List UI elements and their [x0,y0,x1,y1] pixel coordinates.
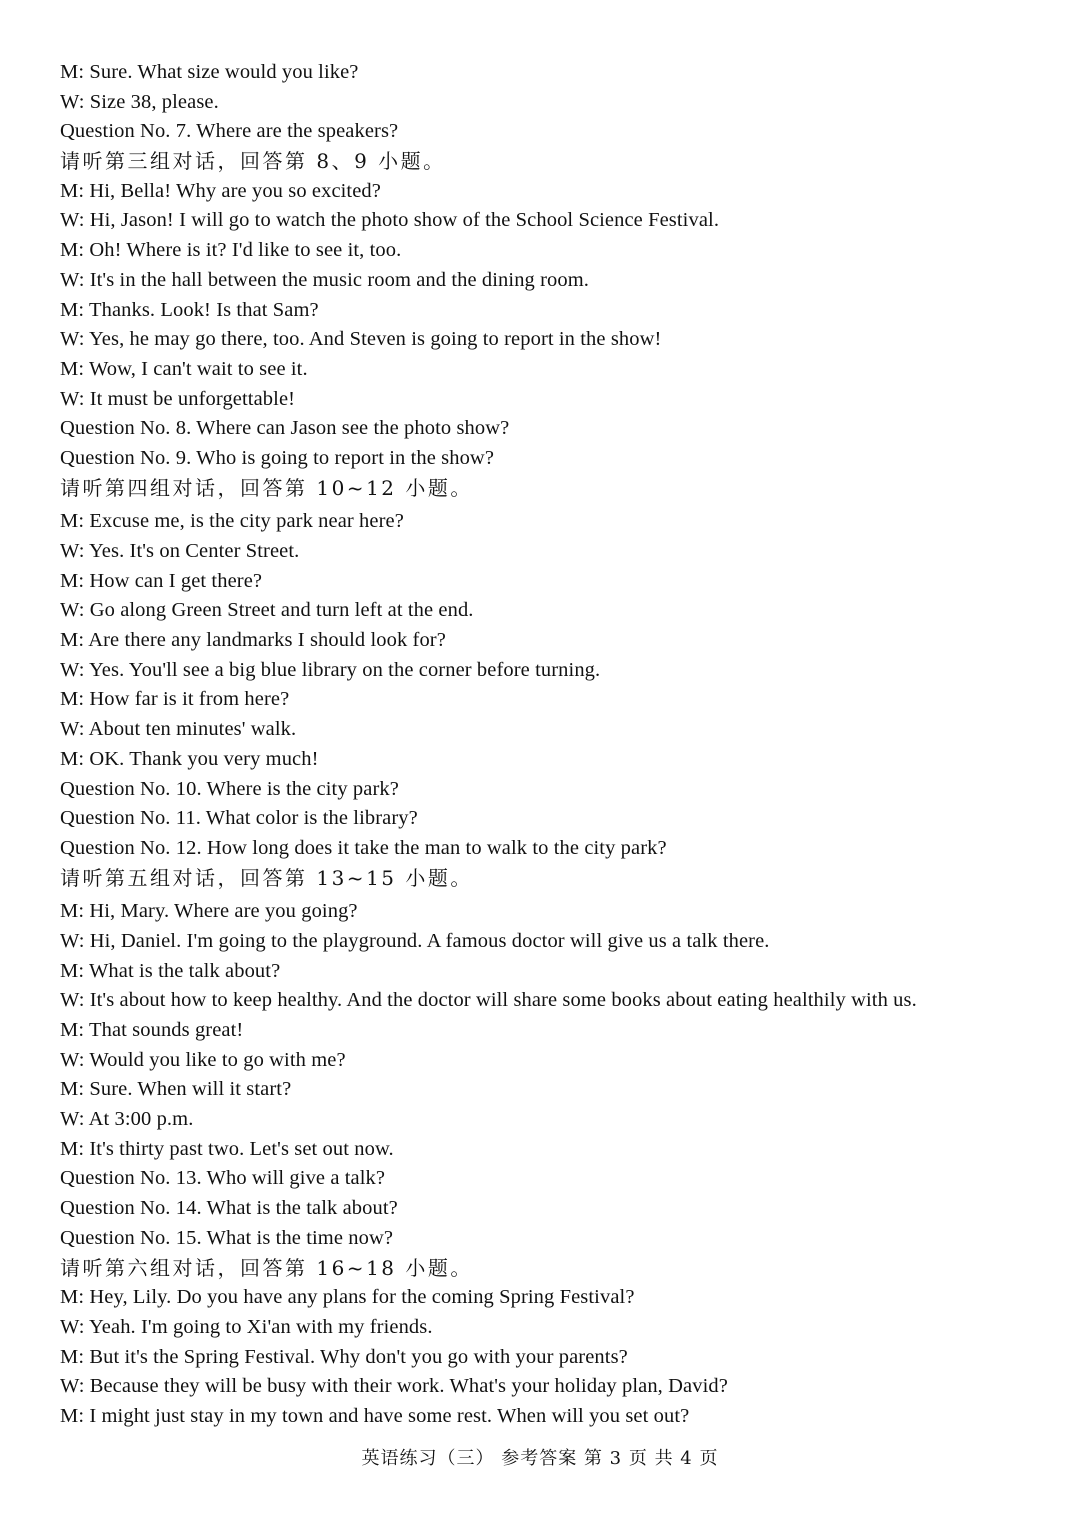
question-line: Question No. 15. What is the time now? [60,1226,394,1249]
dialogue-line: W: Size 38, please. [60,90,219,113]
dialogue-line: M: Sure. When will it start? [60,1078,292,1101]
question-line: Question No. 10. Where is the city park? [60,777,399,800]
dialogue-line: W: Yes, he may go there, too. And Steven is going to report in the show! [60,328,662,351]
dialogue-line: W: Yes. You'll see a big blue library on the corner before turning. [60,658,601,681]
dialogue-line: W: About ten minutes' walk. [60,718,297,741]
dialogue-line: M: How can I get there? [60,569,263,592]
question-line: Question No. 8. Where can Jason see the photo show? [60,417,510,440]
question-line: Question No. 13. Who will give a talk? [60,1167,386,1190]
dialogue-line: W: Yeah. I'm going to Xi'an with my friends. [60,1315,433,1338]
dialogue-line: M: That sounds great! [60,1019,244,1041]
dialogue-line: M: Hey, Lily. Do you have any plans for the coming Spring Festival? [60,1286,635,1309]
dialogue-line: M: Are there any landmarks I should look for? [60,629,446,652]
dialogue-line: W: At 3:00 p.m. [60,1108,194,1131]
dialogue-line: M: Wow, I can't wait to see it. [60,357,308,380]
dialogue-line: W: It's about how to keep healthy. And the doctor will share some books about eating healthily with us. [60,989,917,1012]
dialogue-line: M: Sure. What size would you like? [60,61,359,83]
question-line: Question No. 9. Who is going to report in the show? [60,446,495,469]
dialogue-line: M: What is the talk about? [60,959,281,982]
dialogue-line: W: Because they will be busy with their work. What's your holiday plan, David? [60,1375,728,1398]
dialogue-line: W: Hi, Daniel. I'm going to the playground. A famous doctor will give us a talk there. [60,929,770,952]
dialogue-line: M: It's thirty past two. Let's set out now. [60,1137,394,1160]
dialogue-line: M: But it's the Spring Festival. Why don't you go with your parents? [60,1345,628,1368]
dialogue-line: W: Would you like to go with me? [60,1048,346,1071]
question-line: Question No. 11. What color is the library? [60,807,418,830]
dialogue-line: M: I might just stay in my town and have some rest. When will you set out? [60,1404,690,1427]
dialogue-line: M: Hi, Bella! Why are you so excited? [60,179,381,202]
dialogue-line: W: Go along Green Street and turn left at the end. [60,599,474,622]
dialogue-line: W: It's in the hall between the music room and the dining room. [60,268,590,291]
section-instruction: 请听第五组对话，回答第 13~15 小题。 [60,865,473,890]
transcript-text [60,58,1040,1432]
question-line: Question No. 7. Where are the speakers? [60,120,399,143]
dialogue-line: M: Oh! Where is it? I'd like to see it, too. [60,239,402,262]
dialogue-line: W: Hi, Jason! I will go to watch the photo show of the School Science Festival. [60,209,720,232]
dialogue-line: M: Excuse me, is the city park near here? [60,510,404,533]
dialogue-line: W: Yes. It's on Center Street. [60,540,300,562]
page-footer: 英语练习（三） 参考答案 第 3 页 共 4 页 [361,1448,719,1469]
dialogue-line: M: Hi, Mary. Where are you going? [60,900,358,923]
dialogue-line: M: Thanks. Look! Is that Sam? [60,298,319,321]
question-line: Question No. 14. What is the talk about? [60,1197,398,1220]
section-instruction: 请听第六组对话，回答第 16~18 小题。 [60,1255,473,1280]
dialogue-line: W: It must be unforgettable! [60,387,296,410]
dialogue-line: M: OK. Thank you very much! [60,747,319,770]
section-instruction: 请听第四组对话，回答第 10~12 小题。 [60,475,473,500]
dialogue-line: M: How far is it from here? [60,688,290,711]
question-line: Question No. 12. How long does it take the man to walk to the city park? [60,836,667,859]
section-instruction: 请听第三组对话，回答第 8、9 小题。 [60,149,446,174]
